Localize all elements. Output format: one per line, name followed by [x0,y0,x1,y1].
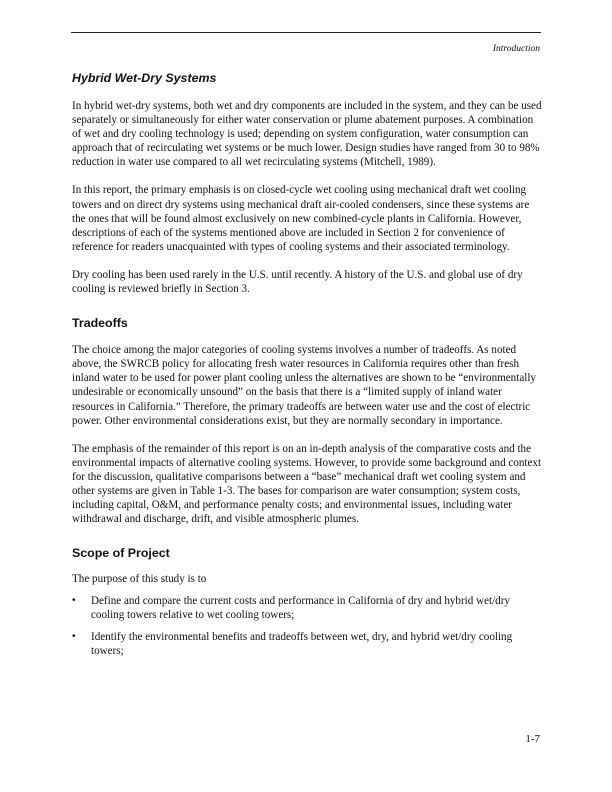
paragraph: The choice among the major categories of cooling systems involves a number of tradeoffs. As noted above, the SWRCB policy for allocating fresh water resources in California requires other than fresh inland water to be used for power plant cooling unless the alternatives are shown to be “environmentally undesirable or economically unsound” on the basis that there is a “limited supply of inland water resources in California.” Therefore, the primary tradeoffs are between water use and the cost of electric power. Other environmental considerations exist, but they are normally secondary in importance. [72,344,536,427]
list-item [72,594,542,622]
bullet-icon: • [72,595,76,607]
section-scope-of-project [72,545,542,657]
paragraph: Dry cooling has been used rarely in the U.S. until recently. A history of the U.S. and global use of dry cooling is reviewed briefly in Section 3. [72,268,523,296]
bullet-icon: • [72,630,76,642]
section-tradeoffs [72,315,542,526]
section-heading: Tradeoffs [72,316,128,331]
paragraph: In this report, the primary emphasis is on closed-cycle wet cooling using mechanical draft wet cooling towers and on direct dry systems using mechanical draft air-cooled condensers, since these systems are the ones that will be found almost exclusively on new combined-cycle plants in California. However, descriptions of each of the systems mentioned above are included in Section 2 for convenience of reference for readers unacquainted with types of cooling systems and their associated terminology. [72,184,530,253]
bullet-list [72,594,542,657]
section-heading: Scope of Project [72,546,170,561]
paragraph: The purpose of this study is to [72,573,207,586]
running-head: Introduction [492,44,540,54]
list-item-text: Define and compare the current costs and performance in California of dry and hybrid wet/dry cooling towers relative to wet cooling towers; [91,595,510,622]
page-number: 1-7 [525,733,540,745]
section-heading: Hybrid Wet-Dry Systems [72,71,217,85]
page-content [72,70,542,665]
section-hybrid-wet-dry [72,70,542,296]
list-item [72,630,542,658]
header-rule [71,32,541,33]
list-item-text: Identify the environmental benefits and tradeoffs between wet, dry, and hybrid wet/dry cooling towers; [91,630,513,657]
paragraph: In hybrid wet-dry systems, both wet and dry components are included in the system, and they can be used separately or simultaneously for either water conservation or plume abatement purposes. A combination of wet and dry cooling technology is used; depending on system configuration, water consumption can approach that of recirculating wet systems or be much lower. Design studies have ranged from 30 to 98% reduction in water use compared to all wet recirculating systems (Mitchell, 1989). [72,100,542,169]
paragraph: The emphasis of the remainder of this report is on an in-depth analysis of the comparative costs and the environmental impacts of alternative cooling systems. However, to provide some background and context for the discussion, qualitative comparisons between a “base” mechanical draft wet cooling system and other systems are given in Table 1-3. The bases for comparison are water consumption; system costs, including capital, O&M, and performance penalty costs; and environmental issues, including water withdrawal and discharge, drift, and visible atmospheric plumes. [72,442,542,526]
